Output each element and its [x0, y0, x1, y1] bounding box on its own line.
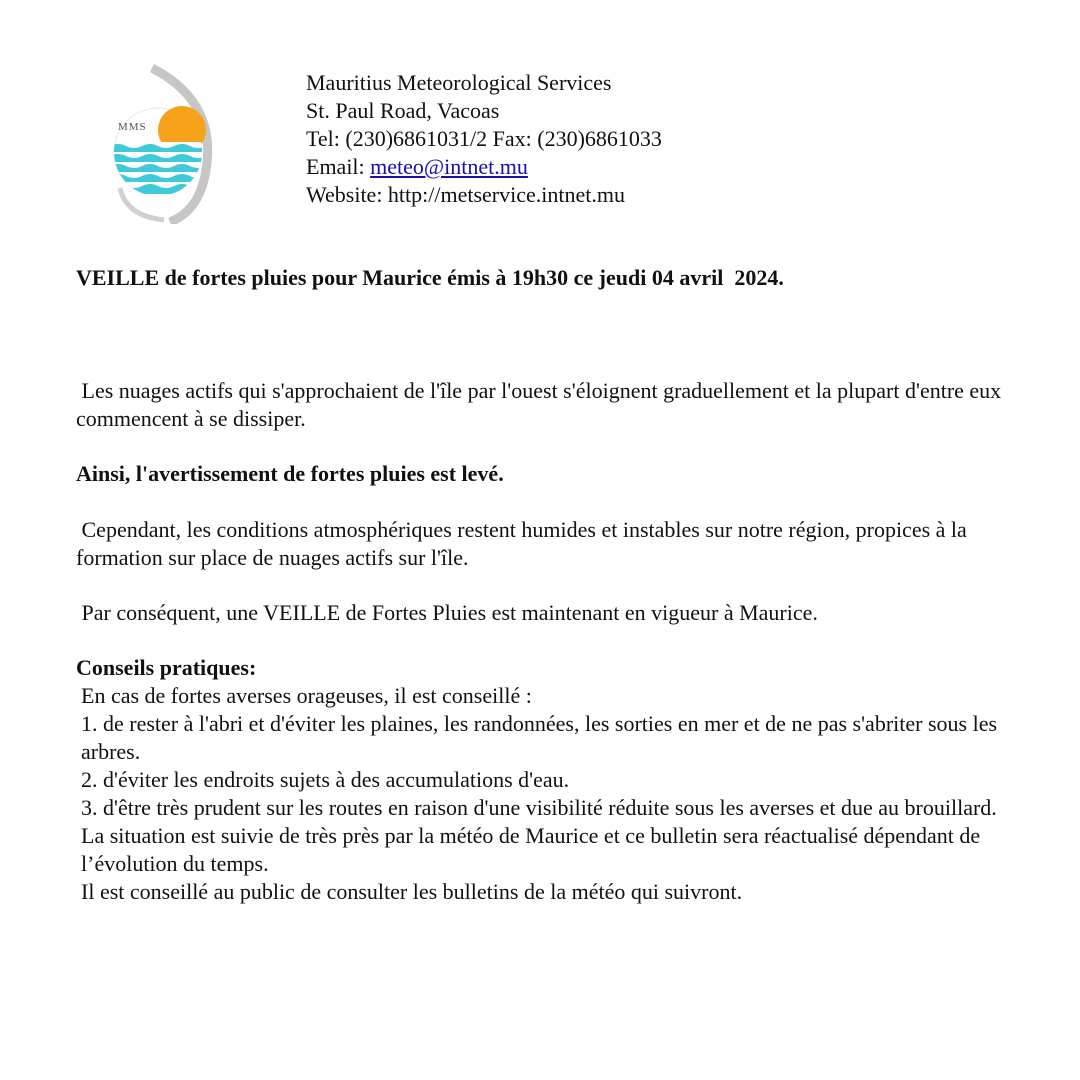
paragraph-conditions: Cependant, les conditions atmosphériques restent humides et instables sur notre région, propices à la formation sur place de nuages actifs sur l'île.	[76, 517, 973, 570]
email-link[interactable]: meteo@intnet.mu	[370, 154, 528, 179]
advice-item: 2. d'éviter les endroits sujets à des accumulations d'eau.	[81, 767, 570, 792]
advice-section	[76, 654, 1051, 906]
advice-intro: En cas de fortes averses orageuses, il est conseillé :	[81, 683, 532, 708]
org-tel-fax: Tel: (230)6861031/2 Fax: (230)6861033	[306, 126, 662, 151]
email-label: Email:	[306, 154, 371, 179]
org-website: Website: http://metservice.intnet.mu	[306, 182, 625, 207]
bulletin-title: VEILLE de fortes pluies pour Maurice émis à 19h30 ce jeudi 04 avril 2024.	[76, 265, 784, 290]
paragraph-warning-lifted: Ainsi, l'avertissement de fortes pluies est levé.	[76, 461, 504, 486]
org-name: Mauritius Meteorological Services	[306, 70, 612, 95]
advice-item: 3. d'être très prudent sur les routes en raison d'une visibilité réduite sous les averses et due au brouillard.	[81, 795, 997, 820]
advice-heading: Conseils pratiques:	[76, 655, 257, 680]
organisation-header	[306, 69, 662, 209]
paragraph-watch-in-force: Par conséquent, une VEILLE de Fortes Pluies est maintenant en vigueur à Maurice.	[76, 600, 818, 625]
org-address: St. Paul Road, Vacoas	[306, 98, 500, 123]
advice-list	[76, 682, 1051, 906]
org-email	[306, 153, 662, 181]
mms-logo	[100, 64, 220, 224]
advice-item: 1. de rester à l'abri et d'éviter les plaines, les randonnées, les sorties en mer et de ne pas s'abriter sous les arbres.	[81, 711, 998, 764]
advice-closing: Il est conseillé au public de consulter les bulletins de la météo qui suivront.	[81, 879, 743, 904]
advice-followup: La situation est suivie de très près par la météo de Maurice et ce bulletin sera réactualisé dépendant de l’évolution du temps.	[81, 823, 981, 876]
paragraph-clouds: Les nuages actifs qui s'approchaient de l'île par l'ouest s'éloignent graduellement et la plupart d'entre eux commencent à se dissiper.	[76, 378, 1007, 431]
logo-text: MMS	[118, 121, 147, 133]
